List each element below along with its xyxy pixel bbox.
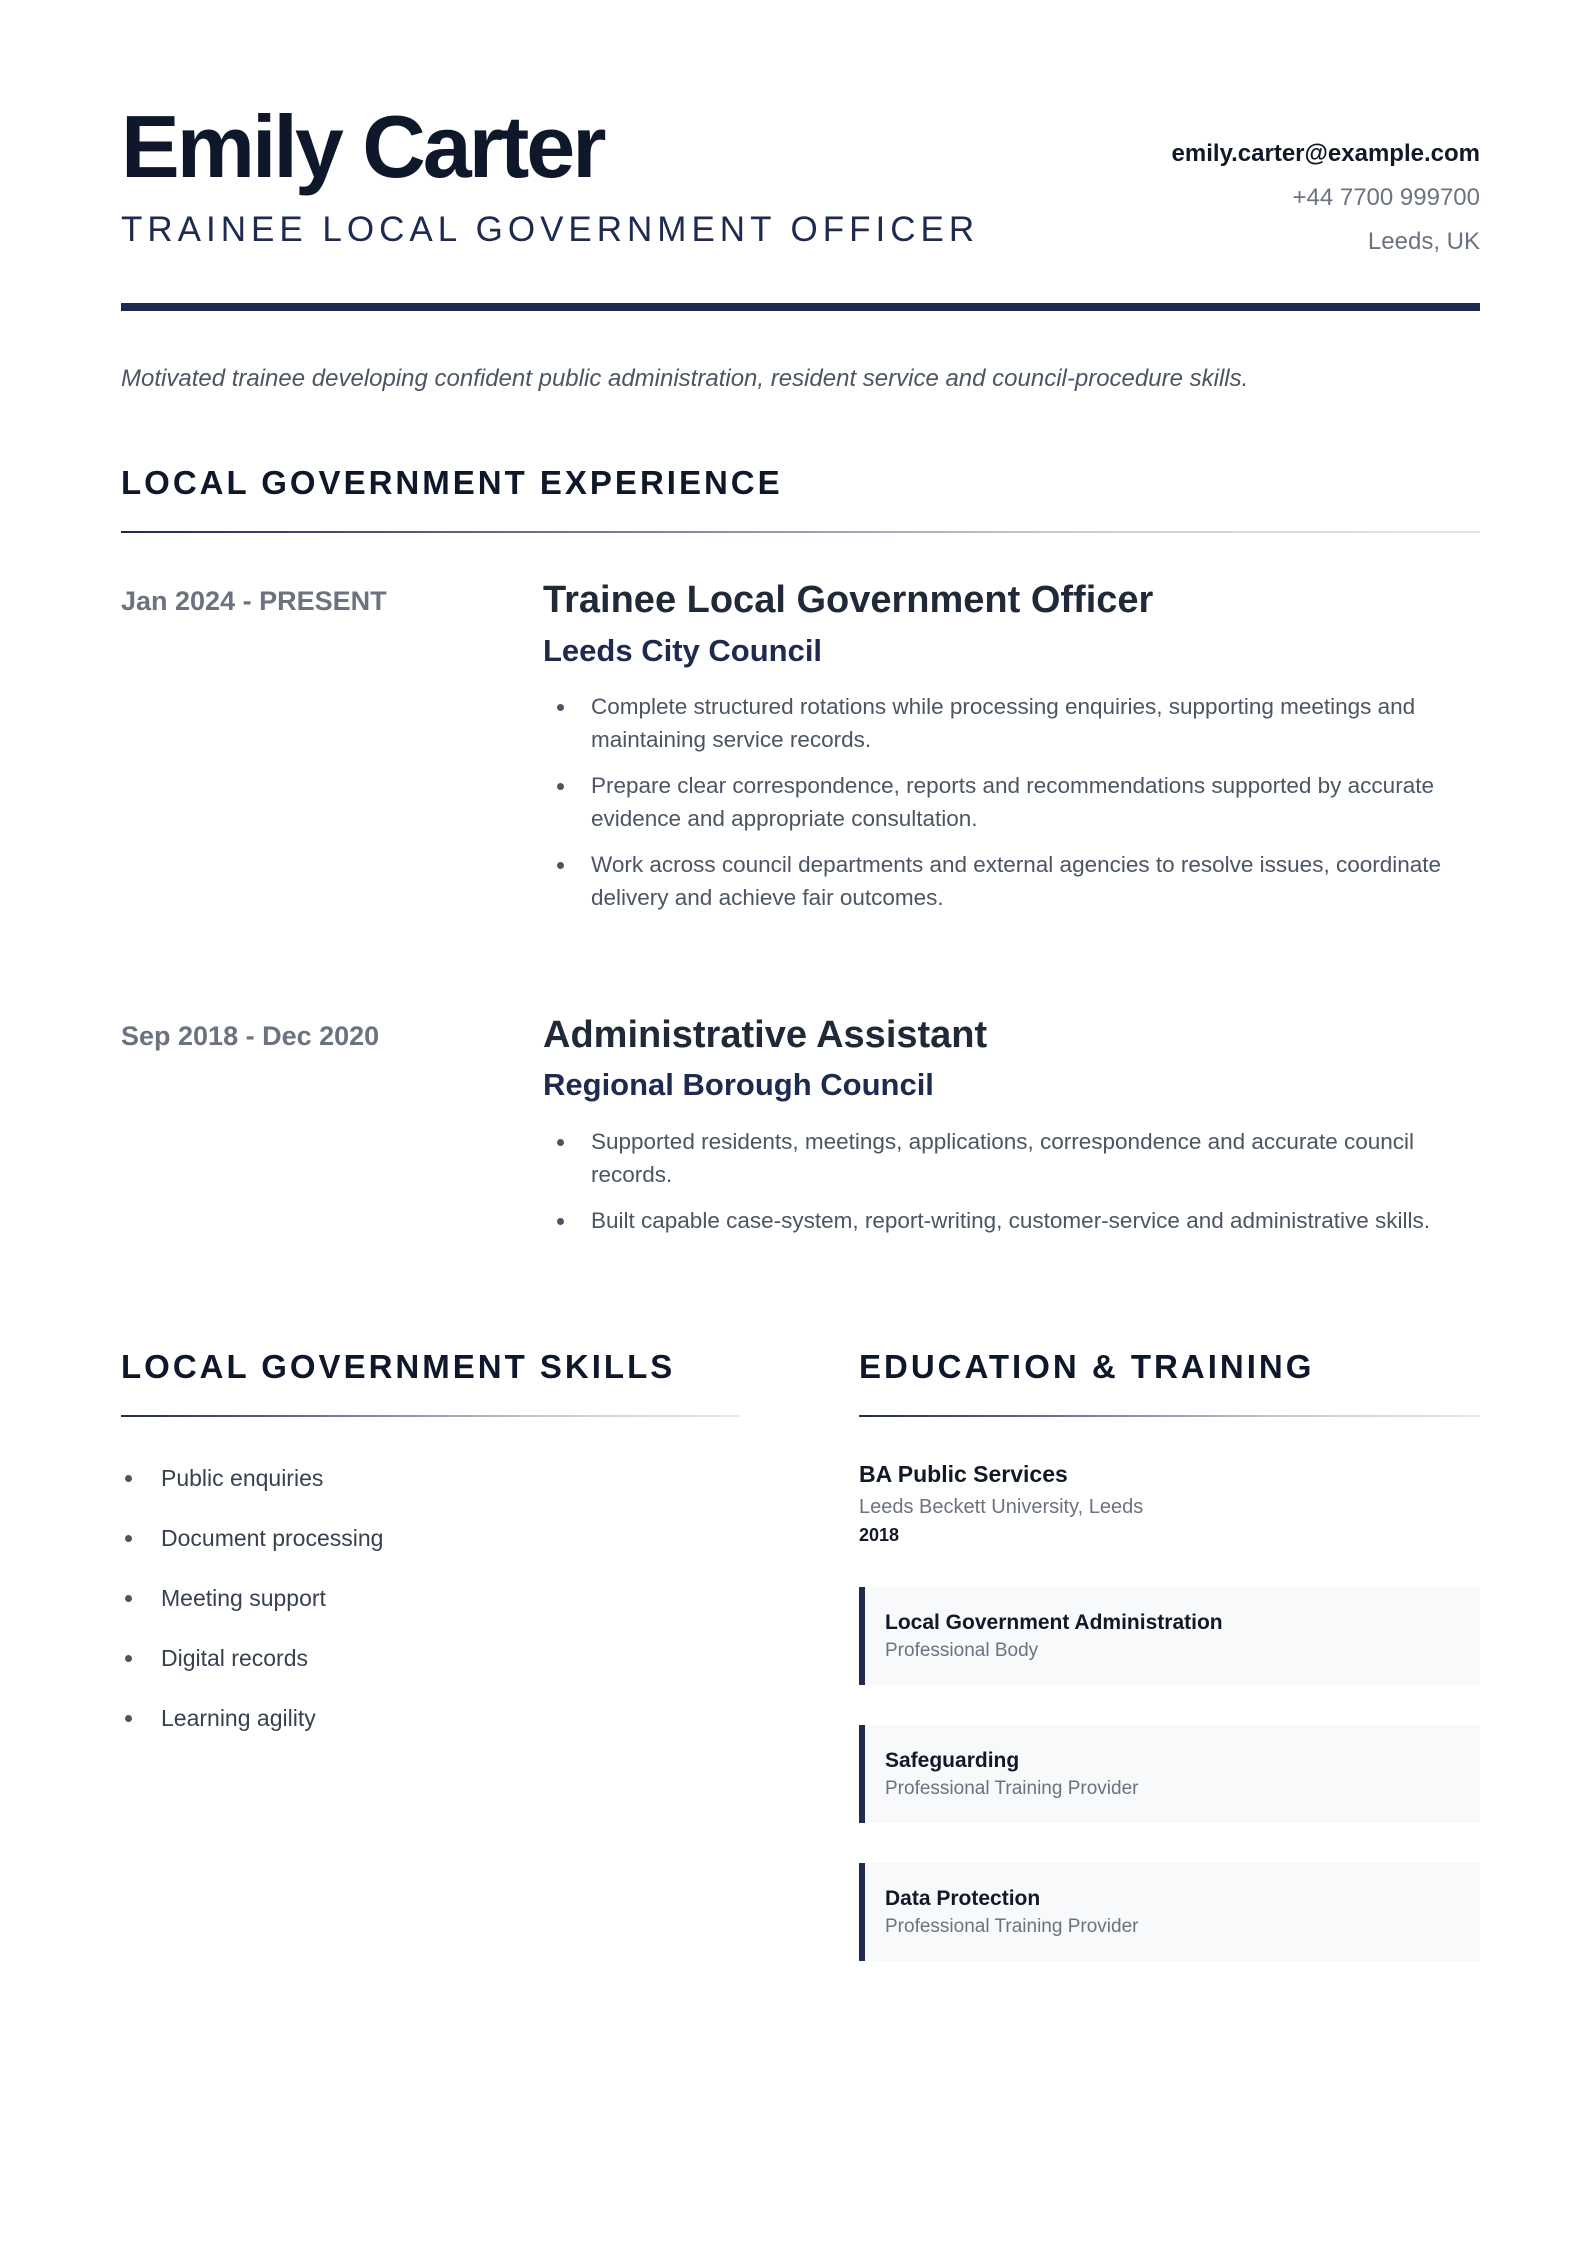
profile-summary: Motivated trainee developing confident public administration, resident service and council-procedure skills. bbox=[121, 365, 1249, 392]
section-divider bbox=[859, 1415, 1480, 1417]
skills-heading: LOCAL GOVERNMENT SKILLS bbox=[121, 1347, 676, 1385]
degree-name: BA Public Services bbox=[859, 1460, 1068, 1487]
skill-item: Learning agility bbox=[121, 1701, 739, 1735]
skill-item: Digital records bbox=[121, 1641, 739, 1675]
contact-email[interactable]: emily.carter@example.com bbox=[1171, 140, 1480, 167]
responsibility-item: Complete structured rotations while processing enquiries, supporting meetings and maintaining service records. bbox=[543, 690, 1480, 756]
skill-item: Document processing bbox=[121, 1521, 739, 1555]
job-details bbox=[543, 580, 1480, 927]
education-entry bbox=[859, 1459, 1480, 1547]
job-responsibilities bbox=[543, 1125, 1480, 1237]
section-divider bbox=[121, 531, 1480, 533]
graduation-year: 2018 bbox=[859, 1524, 900, 1545]
responsibility-item: Prepare clear correspondence, reports and recommendations supported by accurate evidence and appropriate consultation. bbox=[543, 769, 1480, 835]
certification-title: Data Protection bbox=[885, 1886, 1041, 1910]
header-divider bbox=[121, 303, 1480, 311]
candidate-name: Emily Carter bbox=[121, 97, 604, 196]
section-divider bbox=[121, 1415, 739, 1417]
certification-title: Local Government Administration bbox=[885, 1610, 1223, 1634]
certification-card bbox=[859, 1725, 1480, 1823]
education-heading: EDUCATION & TRAINING bbox=[859, 1347, 1315, 1385]
job-title: Trainee Local Government Officer bbox=[543, 578, 1154, 621]
contact-location: Leeds, UK bbox=[1367, 228, 1480, 255]
experience-section bbox=[121, 463, 1480, 1250]
education-section bbox=[859, 1347, 1480, 1961]
two-column-section bbox=[121, 1347, 1480, 1961]
skills-list bbox=[121, 1461, 739, 1735]
certification-title: Safeguarding bbox=[885, 1748, 1020, 1772]
certification-card bbox=[859, 1587, 1480, 1685]
skills-section bbox=[121, 1347, 739, 1961]
skill-item: Public enquiries bbox=[121, 1461, 739, 1495]
job-title: Administrative Assistant bbox=[543, 1013, 988, 1056]
responsibility-item: Built capable case-system, report-writing, customer-service and administrative skills. bbox=[543, 1204, 1480, 1237]
job-organization: Regional Borough Council bbox=[543, 1067, 934, 1103]
responsibility-item: Supported residents, meetings, applications, correspondence and accurate council records. bbox=[543, 1125, 1480, 1191]
job-entry bbox=[121, 580, 1480, 927]
certification-provider: Professional Training Provider bbox=[885, 1915, 1139, 1937]
name-block bbox=[121, 95, 979, 250]
job-dates: Sep 2018 - Dec 2020 bbox=[121, 1020, 380, 1051]
responsibility-item: Work across council departments and external agencies to resolve issues, coordinate delivery and achieve fair outcomes. bbox=[543, 848, 1480, 914]
experience-heading: LOCAL GOVERNMENT EXPERIENCE bbox=[121, 463, 783, 501]
job-entry bbox=[121, 1015, 1480, 1250]
job-dates: Jan 2024 - PRESENT bbox=[121, 585, 387, 616]
job-organization: Leeds City Council bbox=[543, 632, 823, 668]
certification-provider: Professional Body bbox=[885, 1639, 1039, 1661]
certification-card bbox=[859, 1863, 1480, 1961]
candidate-title: TRAINEE LOCAL GOVERNMENT OFFICER bbox=[121, 210, 980, 249]
certification-provider: Professional Training Provider bbox=[885, 1777, 1139, 1799]
school-name: Leeds Beckett University, Leeds bbox=[859, 1495, 1144, 1518]
resume-header bbox=[121, 95, 1480, 264]
contact-phone[interactable]: +44 7700 999700 bbox=[1292, 184, 1480, 211]
job-details bbox=[543, 1015, 1480, 1250]
skill-item: Meeting support bbox=[121, 1581, 739, 1615]
contact-block bbox=[1172, 95, 1480, 264]
job-responsibilities bbox=[543, 690, 1480, 914]
